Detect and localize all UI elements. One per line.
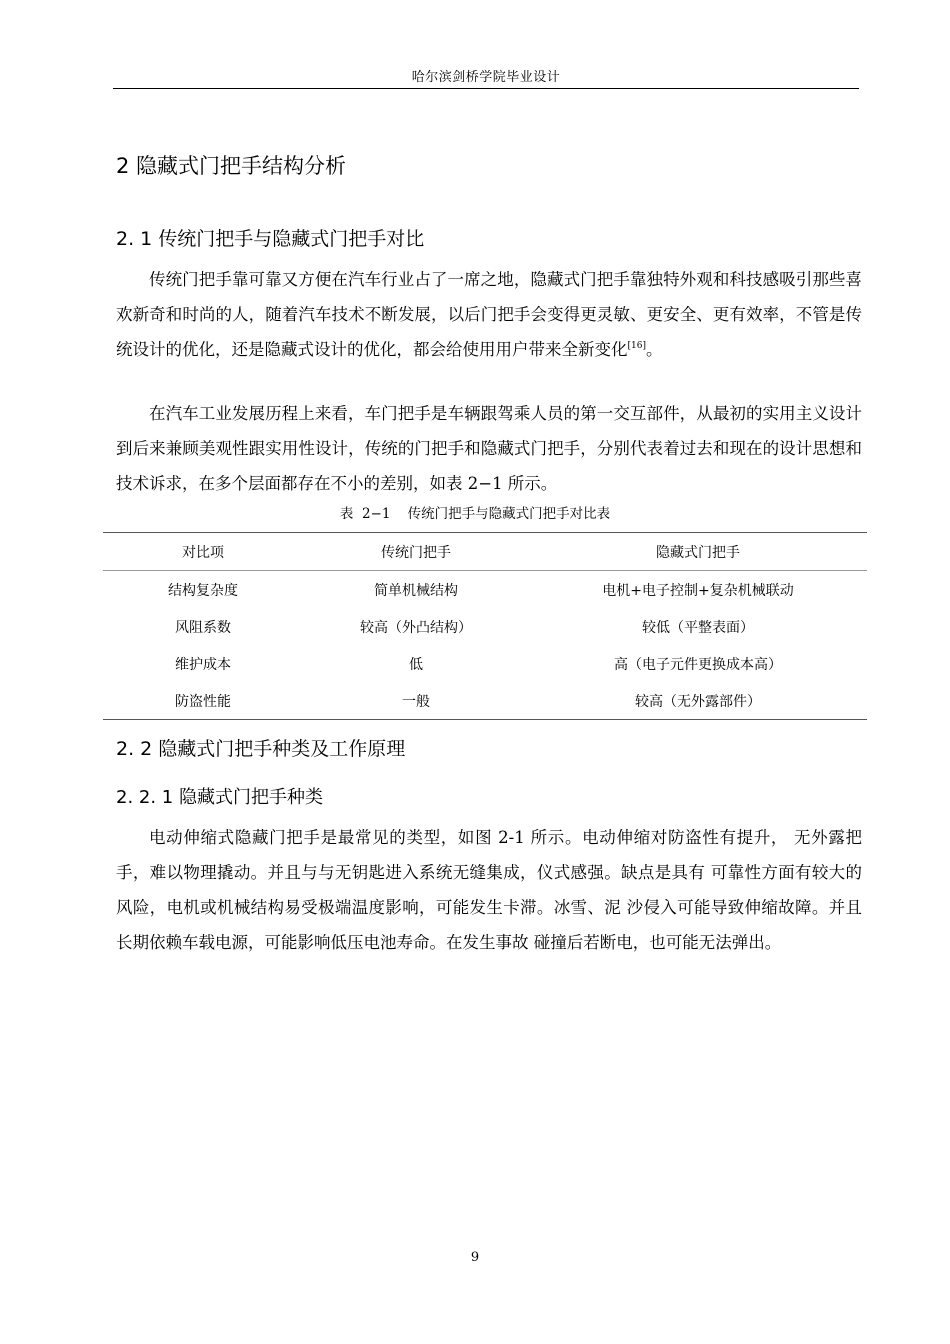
page-header: 哈尔滨剑桥学院毕业设计 [411, 70, 561, 85]
paragraph-1-end: 。 [645, 340, 663, 359]
table-row [103, 571, 867, 609]
table-header-cell: 隐藏式门把手 [529, 533, 867, 571]
section-2-1-paragraph-2: 在汽车工业发展历程上来看，车门把手是车辆跟驾乘人员的第一交互部件，从最初的实用主义设计到后来兼顾美观性跟实用性设计，传统的门把手和隐藏式门把手，分别代表着过去和现在的设计思想和技术诉求，在多个层面都存在不小的差别，如表 2−1 所示。 [116, 404, 862, 493]
page-number: 9 [470, 1250, 480, 1265]
table-header-cell: 传统门把手 [303, 533, 529, 571]
table-cell: 防盗性能 [103, 682, 303, 720]
table-row [103, 608, 867, 645]
table-cell: 较高（无外露部件） [529, 682, 867, 720]
table-cell: 一般 [303, 682, 529, 720]
table-cell: 较低（平整表面） [642, 619, 754, 636]
section-2-2-1-heading: 2. 2. 1 隐藏式门把手种类 [116, 787, 323, 808]
section-2-1-paragraph-1 [116, 262, 862, 367]
section-2-1-heading: 2. 1 传统门把手与隐藏式门把手对比 [116, 228, 425, 250]
table-cell: 结构复杂度 [168, 582, 238, 599]
chapter-heading: 2 隐藏式门把手结构分析 [116, 154, 347, 178]
section-2-2-heading: 2. 2 隐藏式门把手种类及工作原理 [116, 738, 406, 760]
table-row [103, 645, 867, 682]
table-cell: 简单机械结构 [374, 582, 458, 599]
table-cell: 高（电子元件更换成本高） [614, 656, 782, 673]
table-cell: 维护成本 [175, 656, 231, 673]
header-divider [113, 88, 859, 89]
section-2-2-1-paragraph: 电动伸缩式隐藏门把手是最常见的类型，如图 2-1 所示。电动伸缩对防盗性有提升， 无外露把手，难以物理撬动。并且与与无钥匙进入系统无缝集成，仪式感强。缺点是具有 可靠性方面有较大的风险，电机或机械结构易受极端温度影响，可能发生卡滞。冰雪、泥 沙侵入可能导致伸缩故障。并且长期依赖车载电源，可能影响低压电池寿命。在发生事故 碰撞后若断电，也可能无法弹出。 [116, 828, 862, 952]
table-header-row [103, 533, 867, 571]
table-row [103, 682, 867, 720]
table-caption: 表 2−1 传统门把手与隐藏式门把手对比表 [339, 506, 611, 522]
table-cell: 低 [409, 656, 423, 673]
comparison-table [103, 532, 867, 720]
citation-ref: [16] [627, 341, 646, 351]
table-header-cell: 对比项 [103, 533, 303, 571]
table-cell: 较高（外凸结构） [360, 619, 472, 636]
table-cell: 风阻系数 [175, 619, 231, 636]
table-cell: 电机+电子控制+复杂机械联动 [602, 582, 794, 599]
paragraph-1-text: 传统门把手靠可靠又方便在汽车行业占了一席之地，隐藏式门把手靠独特外观和科技感吸引那些喜欢新奇和时尚的人，随着汽车技术不断发展，以后门把手会变得更灵敏、更安全、更有效率，不管是传统设计的优化，还是隐藏式设计的优化，都会给使用用户带来全新变化 [116, 270, 862, 359]
